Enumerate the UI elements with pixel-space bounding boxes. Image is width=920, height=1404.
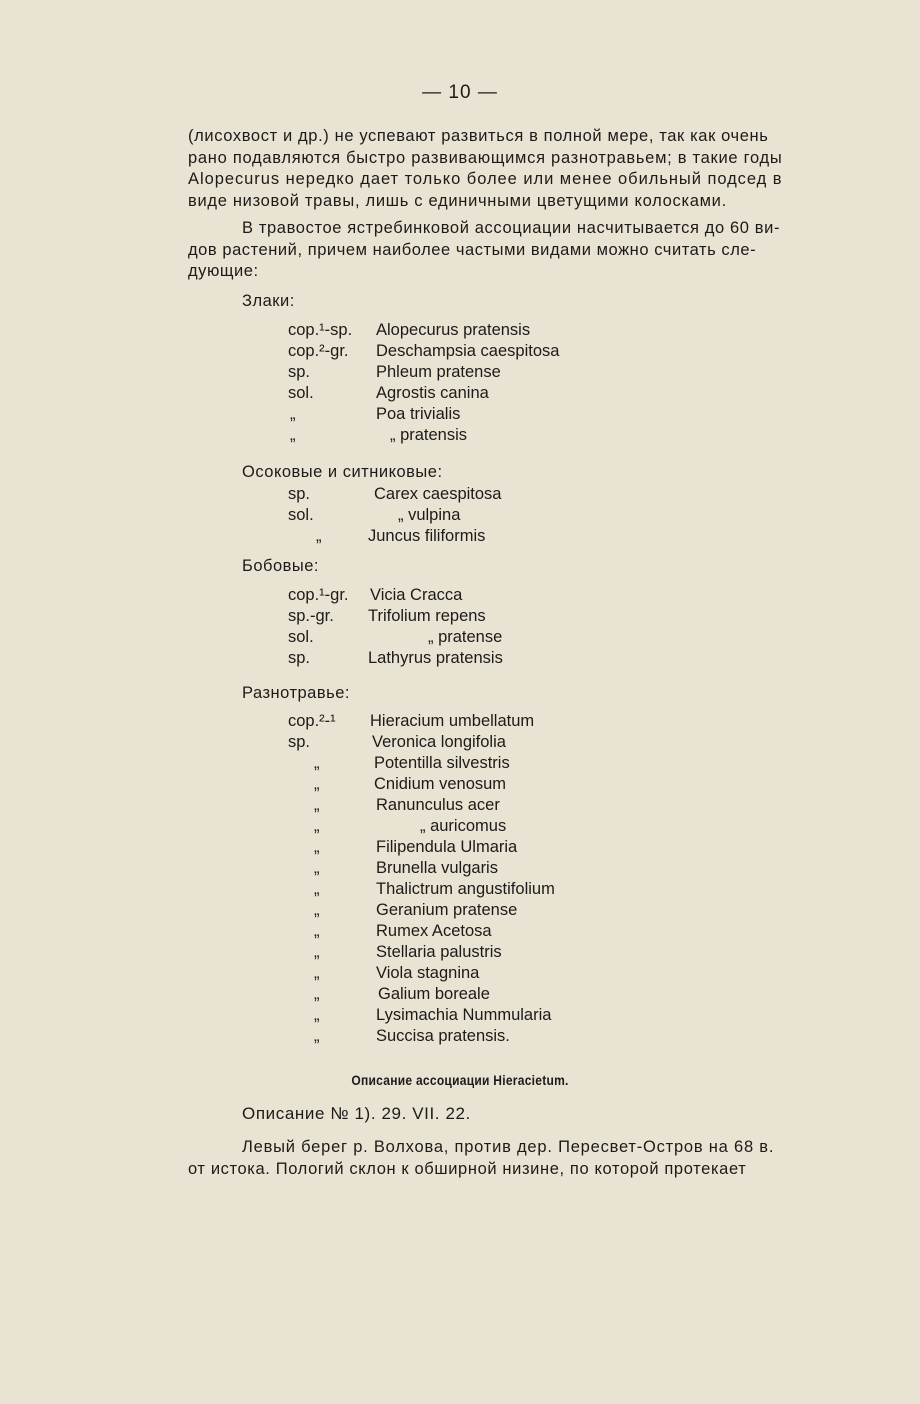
abundance: „ xyxy=(290,405,296,423)
abundance: sol. xyxy=(288,628,314,646)
species-name: Potentilla silvestris xyxy=(374,754,510,772)
abundance: „ xyxy=(316,527,322,545)
species-name: Deschampsia caespitosa xyxy=(376,342,560,360)
species-name: Carex caespitosa xyxy=(374,485,502,503)
species-name: „ auricomus xyxy=(420,817,507,835)
species-name: Alopecurus pratensis xyxy=(376,321,531,339)
intro-paragraph xyxy=(188,126,848,212)
abundance: „ xyxy=(314,1006,320,1024)
text-line: Левый берег р. Волхова, против дер. Пересвет-Остров на 68 в. xyxy=(242,1138,775,1156)
abundance: „ xyxy=(314,1027,320,1045)
abundance: sol. xyxy=(288,384,314,402)
species-name: Ranunculus acer xyxy=(376,796,500,814)
abundance: sp. xyxy=(288,485,311,503)
group-heading-sedges: Осоковые и ситниковые: xyxy=(242,463,443,481)
abundance: „ xyxy=(314,838,320,856)
text-line: В травостое ястребинковой ассоциации насчитывается до 60 ви- xyxy=(242,219,781,237)
abundance: „ xyxy=(314,901,320,919)
group-heading-legumes: Бобовые: xyxy=(242,557,320,575)
species-intro-paragraph xyxy=(188,218,848,283)
species-name: Geranium pratense xyxy=(376,901,518,919)
description-paragraph xyxy=(188,1136,848,1180)
species-name: Hieracium umbellatum xyxy=(370,712,535,730)
species-name: Viola stagnina xyxy=(376,964,480,982)
species-name: Rumex Acetosa xyxy=(376,922,492,940)
species-name: Succisa pratensis. xyxy=(376,1027,510,1045)
species-name: Lathyrus pratensis xyxy=(368,649,503,667)
text-line: Alopecurus нередко дает только более или менее обильный подсед в xyxy=(188,170,783,189)
abundance: „ xyxy=(290,426,296,444)
abundance: sp. xyxy=(288,363,311,381)
abundance: „ xyxy=(314,796,320,814)
species-name: Vicia Cracca xyxy=(370,586,463,604)
text-line: дов растений, причем наиболее частыми видами можно считать сле- xyxy=(188,240,757,259)
abundance: „ xyxy=(314,880,320,898)
species-name: Cnidium venosum xyxy=(374,775,507,793)
species-name: Veronica longifolia xyxy=(372,733,506,751)
species-name: Agrostis canina xyxy=(376,384,489,402)
abundance: cop.¹-sp. xyxy=(288,321,353,339)
abundance: sp.-gr. xyxy=(288,607,334,625)
species-name: Brunella vulgaris xyxy=(376,859,498,877)
abundance: „ xyxy=(314,859,320,877)
species-name: Galium boreale xyxy=(378,985,490,1003)
abundance: cop.¹-gr. xyxy=(288,586,349,604)
abundance: „ xyxy=(314,817,320,835)
species-name: Phleum pratense xyxy=(376,363,501,381)
species-name: „ pratensis xyxy=(390,426,468,444)
species-name: Stellaria palustris xyxy=(376,943,502,961)
species-name: „ pratense xyxy=(428,628,503,646)
text-line: виде низовой травы, лишь с единичными цветущими колосками. xyxy=(188,191,727,210)
abundance: cop.²-gr. xyxy=(288,342,349,360)
text-line: рано подавляются быстро развивающимся разнотравьем; в такие годы xyxy=(188,148,783,167)
page-number: — 10 — xyxy=(422,82,498,103)
section-title: Описание ассоциации Hieracietum. xyxy=(351,1072,569,1088)
abundance: „ xyxy=(314,754,320,772)
species-name: Poa trivialis xyxy=(376,405,461,423)
species-name: Lysimachia Nummularia xyxy=(376,1006,552,1024)
abundance: „ xyxy=(314,964,320,982)
species-name: „ vulpina xyxy=(398,506,461,524)
text-line: дующие: xyxy=(188,262,259,281)
species-name: Filipendula Ulmaria xyxy=(376,838,518,856)
text-line: (лисохвост и др.) не успевают развиться в полной мере, так как очень xyxy=(188,127,769,145)
abundance: sp. xyxy=(288,733,311,751)
abundance: sol. xyxy=(288,506,314,524)
group-heading-forbs: Разнотравье: xyxy=(242,684,350,702)
species-name: Thalictrum angustifolium xyxy=(376,880,555,898)
abundance: sp. xyxy=(288,649,311,667)
group-heading-grasses: Злаки: xyxy=(242,292,295,310)
description-label: Описание № 1). 29. VII. 22. xyxy=(242,1104,471,1123)
species-name: Trifolium repens xyxy=(368,607,486,625)
abundance: „ xyxy=(314,775,320,793)
abundance: cop.²-¹ xyxy=(288,712,336,730)
abundance: „ xyxy=(314,943,320,961)
abundance: „ xyxy=(314,985,320,1003)
species-name: Juncus filiformis xyxy=(368,527,486,545)
text-line: от истока. Пологий склон к обширной низине, по которой протекает xyxy=(188,1160,747,1178)
abundance: „ xyxy=(314,922,320,940)
